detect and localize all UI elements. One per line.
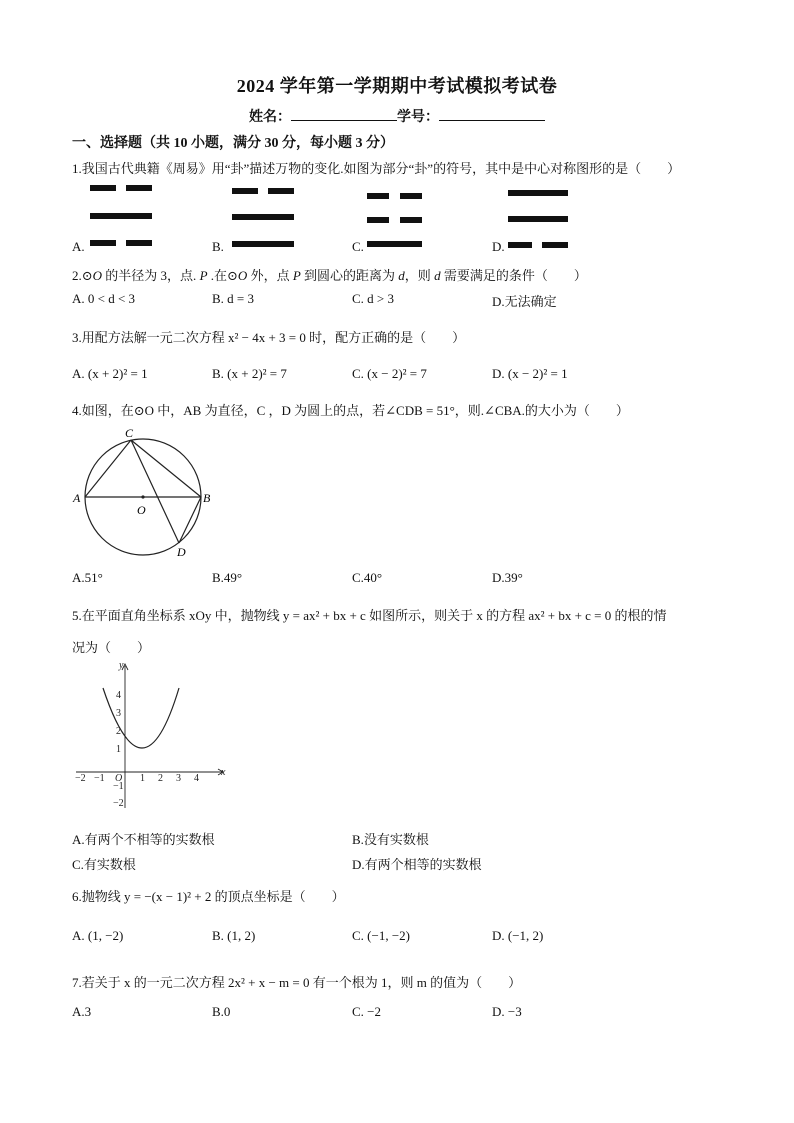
q4-option-c[interactable]: C.40° — [352, 570, 383, 585]
student-info-bar — [0, 106, 794, 126]
x-axis-label: x — [221, 767, 226, 778]
q7-option-c[interactable]: C. −2 — [352, 1004, 382, 1019]
q6-option-a[interactable]: A. (1, −2) — [72, 928, 124, 943]
section-heading: 一、选择题（共 10 小题，满分 30 分，每小题 3 分） — [72, 136, 394, 151]
parabola-graph — [70, 658, 235, 818]
x-tick-4: 4 — [194, 773, 199, 784]
y-axis-label: y — [119, 660, 124, 671]
circle-diagram — [70, 425, 220, 560]
q1-option-b[interactable]: B. — [212, 239, 224, 254]
question-5-stem-line2: 况为（ ） — [72, 640, 151, 655]
q3-option-c[interactable]: C. (x − 2)² = 7 — [352, 366, 427, 381]
y-tick-neg1: −1 — [113, 781, 124, 792]
q6-option-b[interactable]: B. (1, 2) — [212, 928, 256, 943]
q5-option-a[interactable]: A.有两个不相等的实数根 — [72, 832, 215, 847]
q7-option-b[interactable]: B.0 — [212, 1004, 231, 1019]
exam-title: 2024 学年第一学期期中考试模拟考试卷 — [236, 76, 558, 96]
y-tick-4: 4 — [116, 690, 121, 701]
q3-option-b[interactable]: B. (x + 2)² = 7 — [212, 366, 287, 381]
question-1-stem: 1.我国古代典籍《周易》用“卦”描述万物的变化.如图为部分“卦”的符号，其中是中心对称图形的是（ ） — [72, 161, 681, 176]
label-d: D — [177, 545, 186, 559]
q2-option-b[interactable]: B. d = 3 — [212, 291, 255, 306]
name-blank[interactable] — [291, 108, 397, 121]
y-tick-2: 2 — [116, 726, 121, 737]
question-5-stem-line1: 5.在平面直角坐标系 xOy 中，抛物线 y = ax² + bx + c 如图所示，则关于 x 的方程 ax² + bx + c = 0 的根的情 — [72, 608, 667, 623]
q1-option-d[interactable]: D. — [492, 239, 505, 254]
name-label: 姓名： — [249, 110, 291, 125]
q7-option-d[interactable]: D. −3 — [492, 1004, 522, 1019]
q6-option-c[interactable]: C. (−1, −2) — [352, 928, 410, 943]
question-4-stem: 4.如图，在⊙O 中，AB 为直径，C ，D 为圆上的点，若∠CDB = 51°，则.∠CBA.的大小为（ ） — [72, 403, 629, 418]
y-tick-3: 3 — [116, 708, 121, 719]
question-2-stem: 2.⊙O 的半径为 3，点. P .在⊙O 外，点 P 到圆心的距离为 d，则 d 需要满足的条件（ ） — [72, 268, 587, 283]
q1-option-c[interactable]: C. — [352, 239, 364, 254]
chord-cb — [131, 440, 201, 497]
chord-cd — [131, 440, 179, 543]
x-tick-1: 1 — [140, 773, 145, 784]
id-blank[interactable] — [439, 108, 545, 121]
question-6-stem: 6.抛物线 y = −(x − 1)² + 2 的顶点坐标是（ ） — [72, 889, 345, 904]
question-3-stem: 3.用配方法解一元二次方程 x² − 4x + 3 = 0 时，配方正确的是（ ） — [72, 330, 466, 345]
q2-option-a[interactable]: A. 0 < d < 3 — [72, 291, 136, 306]
origin-label: O — [115, 773, 123, 784]
y-tick-1: 1 — [116, 744, 121, 755]
q3-option-d[interactable]: D. (x − 2)² = 1 — [492, 366, 568, 381]
x-tick-neg1: −1 — [94, 773, 105, 784]
q6-option-d[interactable]: D. (−1, 2) — [492, 928, 544, 943]
chord-db — [179, 497, 201, 543]
q3-option-a[interactable]: A. (x + 2)² = 1 — [72, 366, 148, 381]
y-tick-neg2: −2 — [113, 798, 124, 809]
id-label: 学号： — [397, 110, 439, 125]
question-7-stem: 7.若关于 x 的一元二次方程 2x² + x − m = 0 有一个根为 1，则 m 的值为（ ） — [72, 975, 522, 990]
q1-option-a[interactable]: A. — [72, 239, 85, 254]
x-tick-neg2: −2 — [75, 773, 86, 784]
q5-option-c[interactable]: C.有实数根 — [72, 857, 136, 872]
q4-option-a[interactable]: A.51° — [72, 570, 103, 585]
q2-option-d[interactable]: D.无法确定 — [492, 294, 557, 309]
center-point — [141, 495, 144, 498]
parabola-curve — [103, 688, 179, 748]
q4-option-b[interactable]: B.49° — [212, 570, 243, 585]
x-tick-3: 3 — [176, 773, 181, 784]
q4-option-d[interactable]: D.39° — [492, 570, 523, 585]
x-tick-2: 2 — [158, 773, 163, 784]
label-b: B — [203, 491, 211, 505]
q7-option-a[interactable]: A.3 — [72, 1004, 92, 1019]
q5-option-d[interactable]: D.有两个相等的实数根 — [352, 857, 482, 872]
label-o: O — [137, 503, 146, 517]
label-a: A — [73, 491, 81, 505]
label-c: C — [125, 426, 134, 440]
q2-option-c[interactable]: C. d > 3 — [352, 291, 395, 306]
q5-option-b[interactable]: B.没有实数根 — [352, 832, 429, 847]
